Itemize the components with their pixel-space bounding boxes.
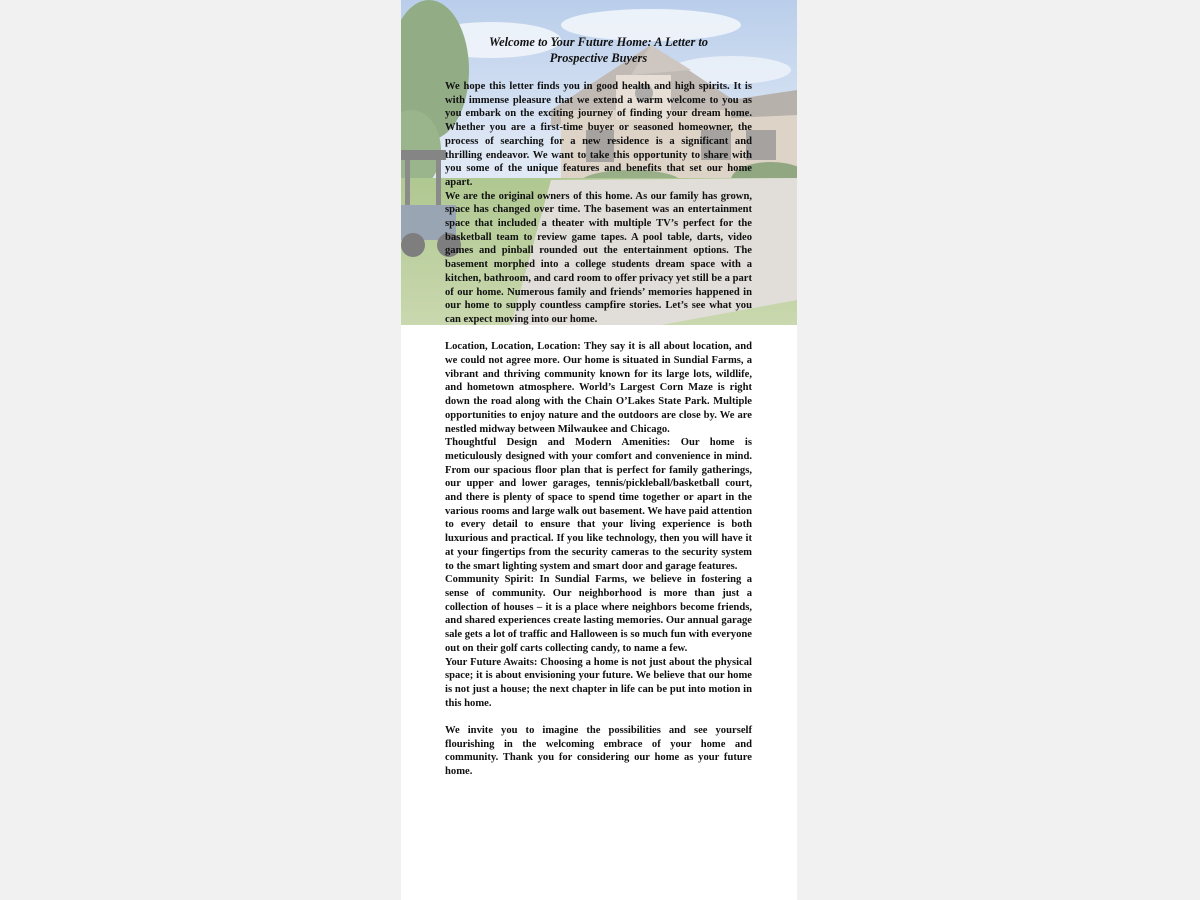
paragraph-spacer [445, 327, 752, 341]
letter-title: Welcome to Your Future Home: A Letter to Prospective Buyers [488, 35, 708, 65]
paragraph-spacer [445, 710, 752, 724]
letter-paragraph-original-owners: We are the original owners of this home. As our family has grown, space has changed over time. The basement was an entertainment space that included a theater with multiple TV’s perfect for the basketball team to review game tapes. A pool table, darts, video games and pinball rounded out the entertainment options. The basement morphed into a college students dream space with a kitchen, bathroom, and card room to offer privacy yet still be a part of our home. Numerous family and friends’ memories happened in our home to supply countless campfire stories. Let’s see what you can expect moving into our home. [445, 190, 752, 325]
letter-paragraph-community: Community Spirit: In Sundial Farms, we believe in fostering a sense of community. Our neighborhood is more than just a collection of houses – it is a place where neighbors become friends, and shared experiences create lasting memories. Our annual garage sale gets a lot of traffic and Halloween is so much fun with everyone out on their golf carts collecting candy, to name a few. [445, 574, 752, 654]
letter-paragraph-future: Your Future Awaits: Choosing a home is not just about the physical space; it is about envisioning your future. We believe that our home is not just a house; the next chapter in life can be put into motion in this home. [445, 656, 752, 709]
letter-paragraph-location: Location, Location, Location: They say it is all about location, and we could not agree more. Our home is situated in Sundial Farms, a vibrant and thriving community known for its large lots, wildlife, and hometown atmosphere. World’s Largest Corn Maze is right down the road along with the Chain O’Lakes State Park. Multiple opportunities to enjoy nature and the outdoors are close by. We are nestled midway between Milwaukee and Chicago. [445, 341, 752, 435]
letter-body [445, 34, 752, 779]
letter-paragraph-design: Thoughtful Design and Modern Amenities: Our home is meticulously designed with your comfort and convenience in mind. From our spacious floor plan that is perfect for family gatherings, our upper and lower garages, tennis/pickleball/basketball court, and there is plenty of space to spend time together or apart in the various rooms and large walk out basement. We have paid attention to every detail to ensure that your living experience is both luxurious and practical. If you like technology, then you will have it at your fingertips from the security cameras to the security system to the smart lighting system and smart door and garage features. [445, 437, 752, 572]
letter-paragraph-intro: We hope this letter finds you in good health and high spirits. It is with immense pleasure that we extend a warm welcome to you as you embark on the exciting journey of finding your dream home. Whether you are a first-time buyer or seasoned homeowner, the process of searching for a new residence is a significant and thrilling endeavor. We want to take this opportunity to share with you some of the unique features and benefits that set our home apart. [445, 81, 752, 188]
letter-page [401, 0, 797, 900]
letter-paragraph-closing: We invite you to imagine the possibilities and see yourself flourishing in the welcoming embrace of your home and community. Thank you for considering our home as your future home. [445, 725, 752, 778]
